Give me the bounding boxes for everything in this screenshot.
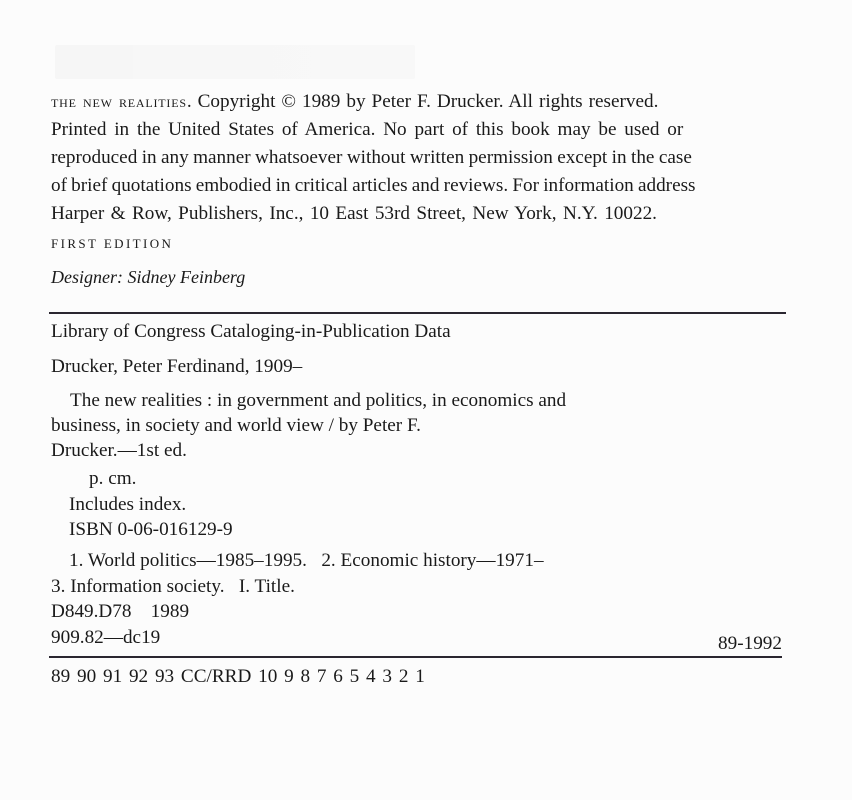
cip-physical: p. cm. xyxy=(89,468,137,489)
lccn: 89-1992 xyxy=(718,633,782,654)
cip-title-2: business, in society and world view / by Peter F. xyxy=(51,415,421,436)
cip-subjects-1: 1. World politics—1985–1995. 2. Economic history—1971– xyxy=(69,550,544,571)
copyright-line-5: Harper & Row, Publishers, Inc., 10 East 53rd Street, New York, N.Y. 10022. xyxy=(51,203,657,224)
copyright-line-3: reproduced in any manner whatsoever without written permission except in the case xyxy=(51,147,692,168)
divider-top xyxy=(49,312,786,314)
copyright-notice: . Copyright © 1989 by Peter F. Drucker. All rights reserved. xyxy=(186,91,659,112)
cip-isbn: ISBN 0-06-016129-9 xyxy=(69,519,233,540)
copyright-line-1 xyxy=(51,92,658,111)
cip-dewey-class: 909.82—dc19 xyxy=(51,627,161,648)
cip-title-3: Drucker.—1st ed. xyxy=(51,440,187,461)
copyright-line-2: Printed in the United States of America. No part of this book may be used or xyxy=(51,119,684,140)
book-title: the new realities xyxy=(51,92,187,111)
cip-heading: Library of Congress Cataloging-in-Publication Data xyxy=(51,321,451,342)
cip-notes: Includes index. xyxy=(69,494,187,515)
cip-lc-class: D849.D78 1989 xyxy=(51,601,190,622)
printing-line: 89 90 91 92 93 CC/RRD 10 9 8 7 6 5 4 3 2 1 xyxy=(51,666,425,687)
show-through-text xyxy=(55,45,415,79)
cip-author: Drucker, Peter Ferdinand, 1909– xyxy=(51,356,303,377)
cip-title-1: The new realities : in government and politics, in economics and xyxy=(70,390,567,411)
copyright-line-4: of brief quotations embodied in critical articles and reviews. For information address xyxy=(51,175,696,196)
cip-subjects-2: 3. Information society. I. Title. xyxy=(51,576,295,597)
designer-credit: Designer: Sidney Feinberg xyxy=(51,267,246,287)
divider-bottom xyxy=(49,656,782,658)
edition-label: FIRST EDITION xyxy=(51,236,174,251)
